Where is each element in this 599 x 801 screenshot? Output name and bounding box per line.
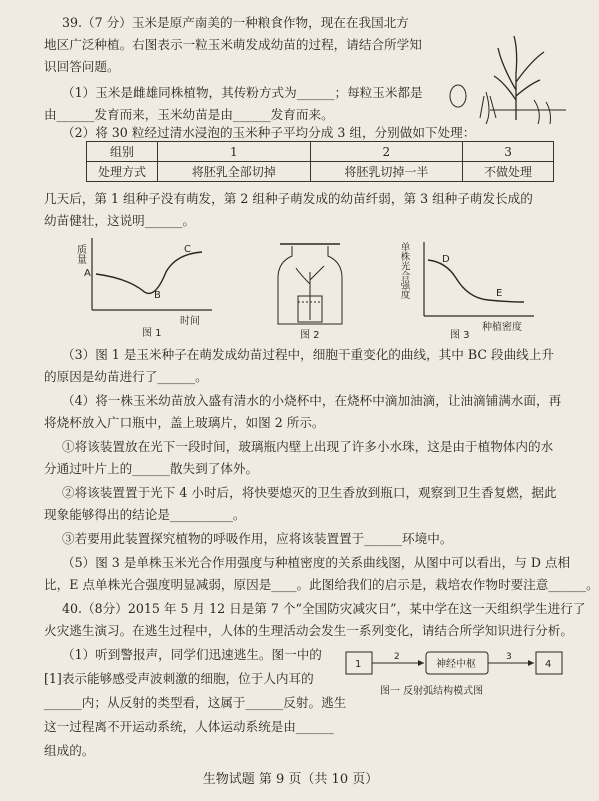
diagram-caption: 图一 反射弧结构模式图 — [380, 686, 484, 697]
figure-3-curve — [398, 238, 538, 342]
point-e: E — [496, 288, 503, 299]
point-b: B — [154, 290, 161, 301]
q39-part5-line-1: （5）图 3 是单株玉米光合作用强度与种植密度的关系曲线图，从图中可以看出，与 D 点相 — [62, 555, 571, 570]
figure-2-jar — [270, 238, 350, 342]
q39-table-after-1: 几天后，第 1 组种子没有萌发，第 2 组种子萌发成的幼苗纤弱，第 3 组种子萌发长成的 — [44, 191, 533, 206]
q39-part1-line-2: 由______发育而来，玉米幼苗是由______发育而来。 — [44, 107, 334, 122]
fig1-xlabel: 时间 — [180, 316, 200, 327]
corn-germination-figure — [446, 30, 570, 125]
q39-part4-line-1: （4）将一株玉米幼苗放入盛有清水的小烧杯中，在烧杯中滴加油滴，让油滴铺满水面，再 — [62, 393, 562, 408]
corn-plant-icon — [494, 36, 544, 120]
q40-line-1: 40.（8分）2015 年 5 月 12 日是第 7 个“全国防灾减灾日”，某中学在这一天组织学生进行了 — [62, 601, 586, 616]
q39-part4-line-4: 分通过叶片上的______散失到了体外。 — [44, 461, 259, 476]
q39-line-3: 识回答问题。 — [44, 59, 120, 74]
q39-part4-line-2: 将烧杯放入广口瓶中，盖上玻璃片，如图 2 所示。 — [44, 415, 325, 430]
table-cell: 不做处理 — [463, 162, 554, 182]
q39-part4-line-7: ③若要用此装置探究植物的呼吸作用，应将该装置置于______环境中。 — [62, 531, 453, 546]
fig1-caption: 图 1 — [142, 328, 162, 339]
point-d: D — [442, 254, 450, 265]
fig1-ylabel: 质量 — [74, 244, 86, 264]
q39-part4-line-3: ①将该装置放在光下一段时间，玻璃瓶内壁上出现了许多小水珠，这是由于植物体内的水 — [62, 439, 554, 454]
q39-line-2: 地区广泛种植。右图表示一粒玉米萌发成幼苗的过程，请结合所学知 — [44, 37, 422, 52]
q40-line-2: 火灾逃生演习。在逃生过程中，人体的生理活动会发生一系列变化，请结合所学知识进行分析。 — [44, 623, 573, 638]
q39-table-after-2: 幼苗健壮，这说明______。 — [44, 213, 196, 228]
seedling-icon — [296, 266, 324, 320]
reflex-arc-diagram — [344, 648, 570, 702]
seedling-icon — [534, 100, 551, 124]
seed-icon — [450, 85, 466, 107]
table-cell: 组别 — [87, 142, 158, 162]
page-footer: 生物试题 第 9 页（共 10 页） — [202, 772, 379, 787]
arrow-2-label: 2 — [394, 652, 400, 662]
fig3-xlabel: 种植密度 — [482, 322, 522, 333]
q39-part3-line-2: 的原因是幼苗进行了______。 — [44, 369, 208, 384]
q39-line-1: 39.（7 分）玉米是原产南美的一种粮食作物，现在在我国北方 — [62, 15, 409, 30]
fig3-caption: 图 3 — [450, 330, 470, 341]
table-cell: 将胚乳全部切掉 — [158, 162, 311, 182]
table-cell: 2 — [310, 142, 463, 162]
point-c: C — [184, 244, 191, 255]
q40-part1-line-1: （1）听到警报声，同学们迅速逃生。图一中的 — [62, 647, 322, 662]
q40-part1-line-4: 这一过程离不开运动系统，人体运动系统是由______ — [44, 719, 334, 734]
box-4-label: 4 — [545, 659, 552, 670]
q39-part3-line-1: （3）图 1 是玉米种子在萌发成幼苗过程中，细胞干重变化的曲线，其中 BC 段曲线上升 — [62, 347, 554, 362]
q40-part1-line-2: [1]表示能够感受声波刺激的细胞，位于人内耳的 — [44, 671, 314, 686]
q40-part1-line-3: ______内；从反射的类型看，这属于______反射。逃生 — [44, 695, 347, 710]
box-center-label: 神经中枢 — [436, 659, 476, 670]
arrow-3-label: 3 — [506, 652, 512, 662]
dry-weight-curve — [96, 252, 202, 293]
q39-part4-line-5: ②将该装置置于光下 4 小时后，将快要熄灭的卫生香放到瓶口，观察到卫生香复燃，据此 — [62, 485, 557, 500]
table-cell: 1 — [158, 142, 311, 162]
photosynthesis-curve — [428, 260, 524, 302]
q39-part1-line-1: （1）玉米是雌雄同株植物，其传粉方式为______；每粒玉米都是 — [62, 85, 423, 100]
treatment-table — [86, 141, 554, 182]
table-cell: 将胚乳切掉一半 — [310, 162, 463, 182]
table-cell: 处理方式 — [87, 162, 158, 182]
table-row — [87, 162, 554, 182]
q39-part2-line-1: （2）将 30 粒经过清水浸泡的玉米种子平均分成 3 组，分别做如下处理： — [62, 125, 476, 140]
fig3-ylabel: 单株光合强度 — [398, 242, 410, 299]
figure-1-curve — [76, 232, 216, 342]
table-row — [87, 142, 554, 162]
fig2-caption: 图 2 — [300, 330, 320, 341]
q39-part5-line-2: 比，E 点单株光合强度明显减弱，原因是____。此图给我们的启示是，栽培农作物时要注意______。 — [44, 577, 599, 592]
box-1-label: 1 — [355, 659, 362, 670]
point-a: A — [84, 268, 91, 279]
q40-part1-line-5: 组成的。 — [44, 743, 95, 758]
table-cell: 3 — [463, 142, 554, 162]
root-icon — [480, 92, 496, 124]
q39-part4-line-6: 现象能够得出的结论是__________。 — [44, 507, 246, 522]
